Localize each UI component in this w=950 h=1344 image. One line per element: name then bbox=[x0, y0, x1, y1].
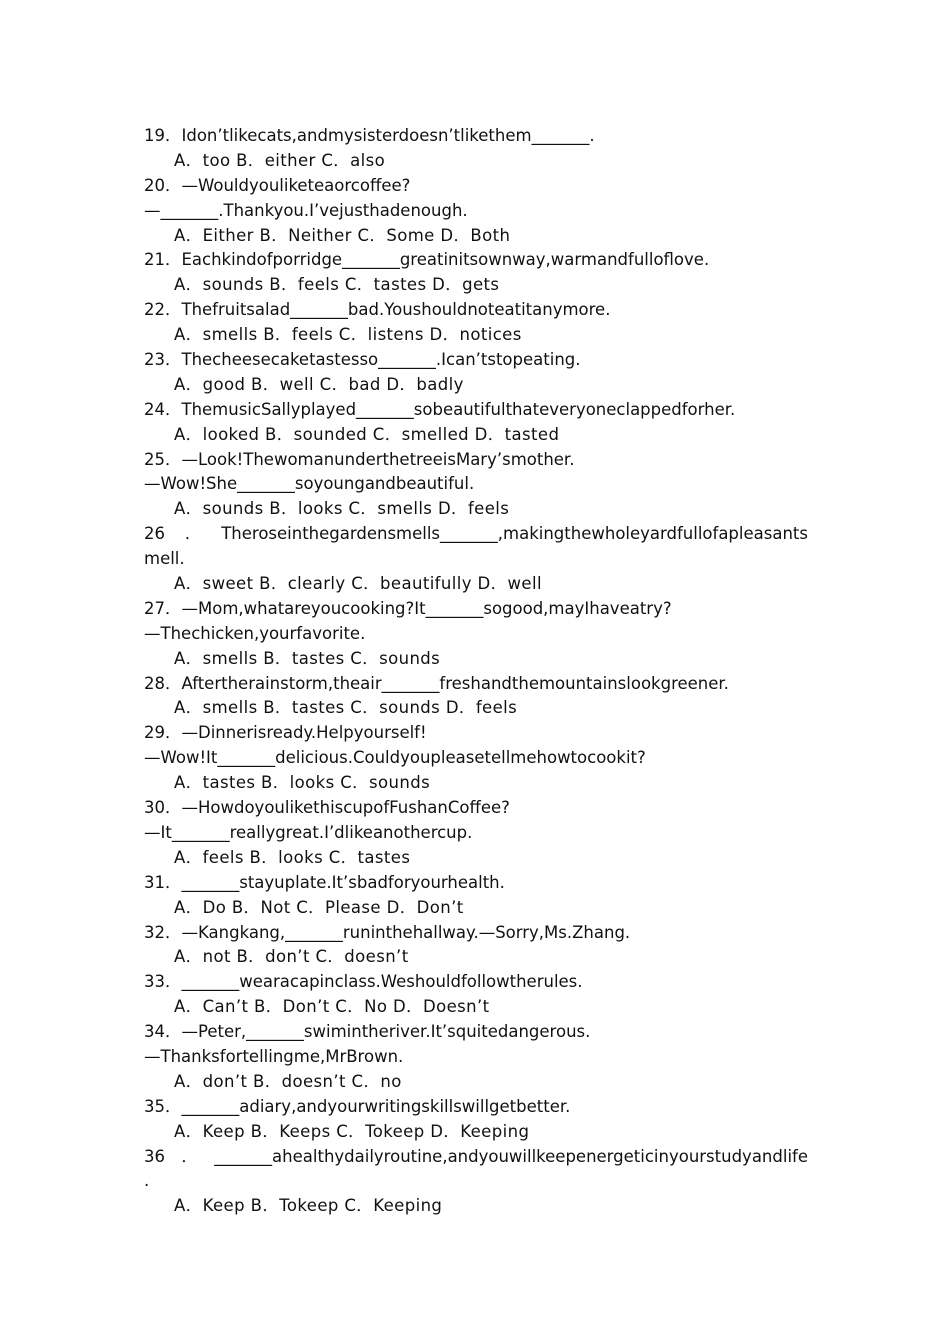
question-options: A．tastes B．looks C．sounds bbox=[174, 773, 431, 793]
question-stem: 34．—Peter,_______swimintheriver.It’squitedangerous. bbox=[144, 1022, 591, 1042]
question-24 bbox=[144, 398, 808, 448]
question-28 bbox=[144, 672, 808, 722]
question-options: A．looked B．sounded C．smelled D．tasted bbox=[174, 424, 560, 444]
question-35 bbox=[144, 1095, 808, 1145]
question-stem: 32．—Kangkang,_______runinthehallway.—Sorry,Ms.Zhang. bbox=[144, 922, 631, 942]
question-stem: 29．—Dinnerisready.Helpyourself! bbox=[144, 723, 427, 743]
question-stem: 21．Eachkindofporridge_______greatinitsownway,warmandfulloflove. bbox=[144, 250, 710, 270]
question-options: A．not B．don’t C．doesn’t bbox=[174, 947, 409, 967]
question-reply: —It_______reallygreat.I’dlikeanothercup. bbox=[144, 822, 473, 842]
question-reply: —Thechicken,yourfavorite. bbox=[144, 623, 366, 643]
question-19 bbox=[144, 124, 808, 174]
question-33 bbox=[144, 970, 808, 1020]
question-options: A．smells B．tastes C．sounds D．feels bbox=[174, 698, 518, 718]
question-stem: 24．ThemusicSallyplayed_______sobeautifulthateveryoneclappedforher. bbox=[144, 399, 736, 419]
question-stem: 36．_______ahealthydailyroutine,andyouwillkeepenergeticinyourstudyandlife bbox=[144, 1146, 808, 1166]
question-reply: —Thanksfortellingme,MrBrown. bbox=[144, 1046, 404, 1066]
question-34 bbox=[144, 1020, 808, 1095]
question-36 bbox=[144, 1145, 808, 1220]
question-options: A．Either B．Neither C．Some D．Both bbox=[174, 225, 511, 245]
question-options: A．Do B．Not C．Please D．Don’t bbox=[174, 897, 464, 917]
question-options: A．good B．well C．bad D．badly bbox=[174, 374, 464, 394]
question-options: A．sounds B．looks C．smells D．feels bbox=[174, 499, 510, 519]
question-options: A．sweet B．clearly C．beautifully D．well bbox=[174, 574, 542, 594]
question-23 bbox=[144, 348, 808, 398]
question-stem: 33．_______wearacapinclass.Weshouldfollowtherules. bbox=[144, 972, 583, 992]
question-options: A．smells B．feels C．listens D．notices bbox=[174, 325, 522, 345]
question-25 bbox=[144, 448, 808, 523]
question-stem: 35．_______adiary,andyourwritingskillswillgetbetter. bbox=[144, 1096, 571, 1116]
question-32 bbox=[144, 921, 808, 971]
question-options: A．Can’t B．Don’t C．No D．Doesn’t bbox=[174, 997, 490, 1017]
question-stem: 19．Idon’tlikecats,andmysisterdoesn’tlikethem_______. bbox=[144, 126, 595, 145]
question-29 bbox=[144, 721, 808, 796]
question-stem: 22．Thefruitsalad_______bad.Youshouldnoteatitanymore. bbox=[144, 300, 611, 320]
question-stem: 20．—Wouldyouliketeaorcoffee? bbox=[144, 175, 411, 195]
question-stem: 26．Theroseinthegardensmells_______,makingthewholeyardfullofapleasants bbox=[144, 524, 808, 544]
question-31 bbox=[144, 871, 808, 921]
question-options: A．smells B．tastes C．sounds bbox=[174, 648, 441, 668]
question-options: A．Keep B．Tokeep C．Keeping bbox=[174, 1196, 443, 1216]
question-stem-continued: mell. bbox=[144, 549, 185, 569]
question-options: A．feels B．looks C．tastes bbox=[174, 847, 411, 867]
question-reply: —Wow!She_______soyoungandbeautiful. bbox=[144, 474, 475, 494]
question-stem-continued: . bbox=[144, 1171, 150, 1191]
question-stem: 30．—HowdoyoulikethiscupofFushanCoffee? bbox=[144, 798, 510, 818]
question-26 bbox=[144, 522, 808, 597]
question-stem: 23．Thecheesecaketastesso_______.Ican’tstopeating. bbox=[144, 350, 581, 370]
question-stem: 31．_______stayuplate.It’sbadforyourhealth. bbox=[144, 872, 505, 892]
question-stem: 25．—Look!ThewomanunderthetreeisMary’smother. bbox=[144, 449, 575, 469]
question-options: A．sounds B．feels C．tastes D．gets bbox=[174, 275, 500, 295]
question-27 bbox=[144, 597, 808, 672]
question-stem: 28．Aftertherainstorm,theair_______freshandthemountainslookgreener. bbox=[144, 673, 729, 693]
question-20 bbox=[144, 174, 808, 249]
question-stem: 27．—Mom,whatareyoucooking?It_______sogood,mayIhaveatry? bbox=[144, 598, 672, 618]
question-30 bbox=[144, 796, 808, 871]
question-options: A．too B．either C．also bbox=[174, 150, 386, 170]
question-options: A．Keep B．Keeps C．Tokeep D．Keeping bbox=[174, 1121, 530, 1141]
question-reply: —_______.Thankyou.I’vejusthadenough. bbox=[144, 200, 468, 220]
question-22 bbox=[144, 298, 808, 348]
question-21 bbox=[144, 248, 808, 298]
question-options: A．don’t B．doesn’t C．no bbox=[174, 1071, 402, 1091]
question-reply: —Wow!It_______delicious.Couldyoupleasetellmehowtocookit? bbox=[144, 748, 646, 768]
question-list bbox=[144, 124, 808, 1219]
